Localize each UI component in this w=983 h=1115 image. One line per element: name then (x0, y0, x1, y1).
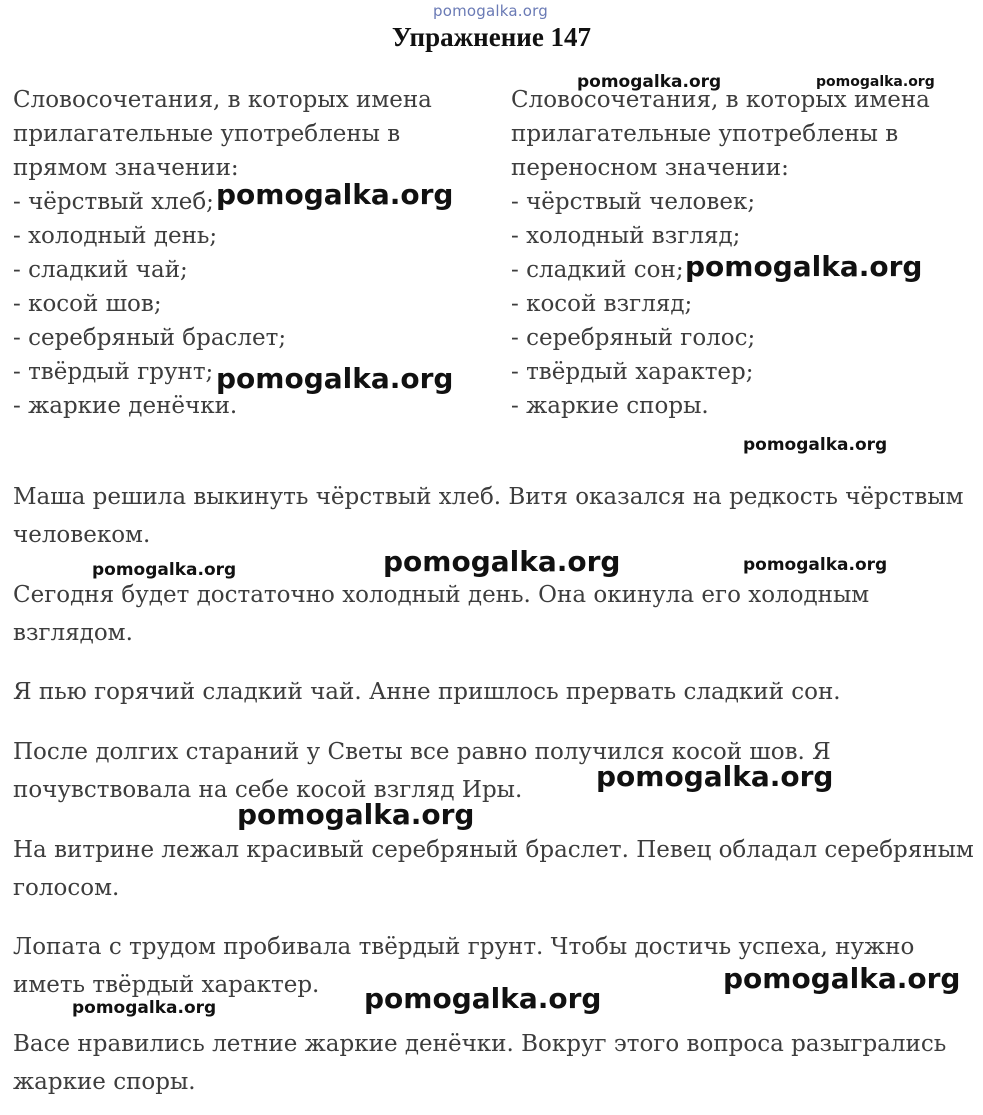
left-heading-line: прилагательные употреблены в (13, 121, 401, 147)
watermark: pomogalka.org (685, 250, 923, 283)
page-title: Упражнение 147 (391, 22, 592, 52)
paragraph-7 (13, 1025, 978, 1101)
left-list-item: - холодный день; (13, 223, 218, 249)
paragraph-line: Васе нравились летние жаркие денёчки. Вокруг этого вопроса разыгрались (13, 1031, 947, 1057)
paragraph-line: взглядом. (13, 620, 133, 646)
watermark-top: pomogalka.org (433, 2, 548, 20)
right-list-item: - твёрдый характер; (511, 359, 754, 385)
left-list-item: - сладкий чай; (13, 257, 188, 283)
left-heading-line: прямом значении: (13, 155, 239, 181)
right-heading-line: прилагательные употреблены в (511, 121, 899, 147)
paragraph-line: Маша решила выкинуть чёрствый хлеб. Витя оказался на редкость чёрствым (13, 484, 964, 510)
watermark: pomogalka.org (816, 74, 935, 90)
watermark: pomogalka.org (237, 798, 475, 831)
left-list-item: - чёрствый хлеб; (13, 189, 214, 215)
right-list-item: - чёрствый человек; (511, 189, 756, 215)
watermark: pomogalka.org (596, 760, 834, 793)
right-heading-line: Словосочетания, в которых имена (511, 87, 930, 113)
paragraph-line: После долгих стараний у Светы все равно получился косой шов. Я (13, 739, 831, 765)
watermark: pomogalka.org (743, 435, 888, 455)
paragraph-line: Сегодня будет достаточно холодный день. Она окинула его холодным (13, 582, 870, 608)
left-list-item: - твёрдый грунт; (13, 359, 214, 385)
watermark: pomogalka.org (723, 962, 961, 995)
paragraph-line: Лопата с трудом пробивала твёрдый грунт. Чтобы достичь успеха, нужно (13, 934, 915, 960)
right-list-item: - жаркие споры. (511, 393, 709, 419)
right-list-item: - косой взгляд; (511, 291, 693, 317)
paragraph-2 (13, 576, 978, 652)
left-list-item: - серебряный браслет; (13, 325, 287, 351)
paragraph-line: жаркие споры. (13, 1069, 196, 1095)
watermark: pomogalka.org (216, 178, 454, 211)
watermark: pomogalka.org (92, 560, 237, 580)
right-list-item: - холодный взгляд; (511, 223, 741, 249)
left-heading-line: Словосочетания, в которых имена (13, 87, 432, 113)
paragraph-line: На витрине лежал красивый серебряный браслет. Певец обладал серебряным (13, 837, 974, 863)
left-list-item: - косой шов; (13, 291, 162, 317)
paragraph-line: почувствовала на себе косой взгляд Иры. (13, 777, 523, 803)
watermark: pomogalka.org (72, 998, 217, 1018)
watermark: pomogalka.org (383, 545, 621, 578)
right-list-item: - сладкий сон; (511, 257, 684, 283)
paragraph-line: голосом. (13, 875, 120, 901)
right-heading-line: переносном значении: (511, 155, 789, 181)
left-list-item: - жаркие денёчки. (13, 393, 238, 419)
watermark: pomogalka.org (743, 555, 888, 575)
watermark: pomogalka.org (577, 72, 722, 92)
paragraph-5 (13, 831, 978, 907)
right-list-item: - серебряный голос; (511, 325, 756, 351)
watermark: pomogalka.org (364, 982, 602, 1015)
paragraph-line: человеком. (13, 522, 151, 548)
paragraph-3 (13, 673, 978, 711)
paragraph-1 (13, 478, 978, 554)
watermark: pomogalka.org (216, 362, 454, 395)
paragraph-line: иметь твёрдый характер. (13, 972, 320, 998)
paragraph-line: Я пью горячий сладкий чай. Анне пришлось прервать сладкий сон. (13, 679, 841, 705)
